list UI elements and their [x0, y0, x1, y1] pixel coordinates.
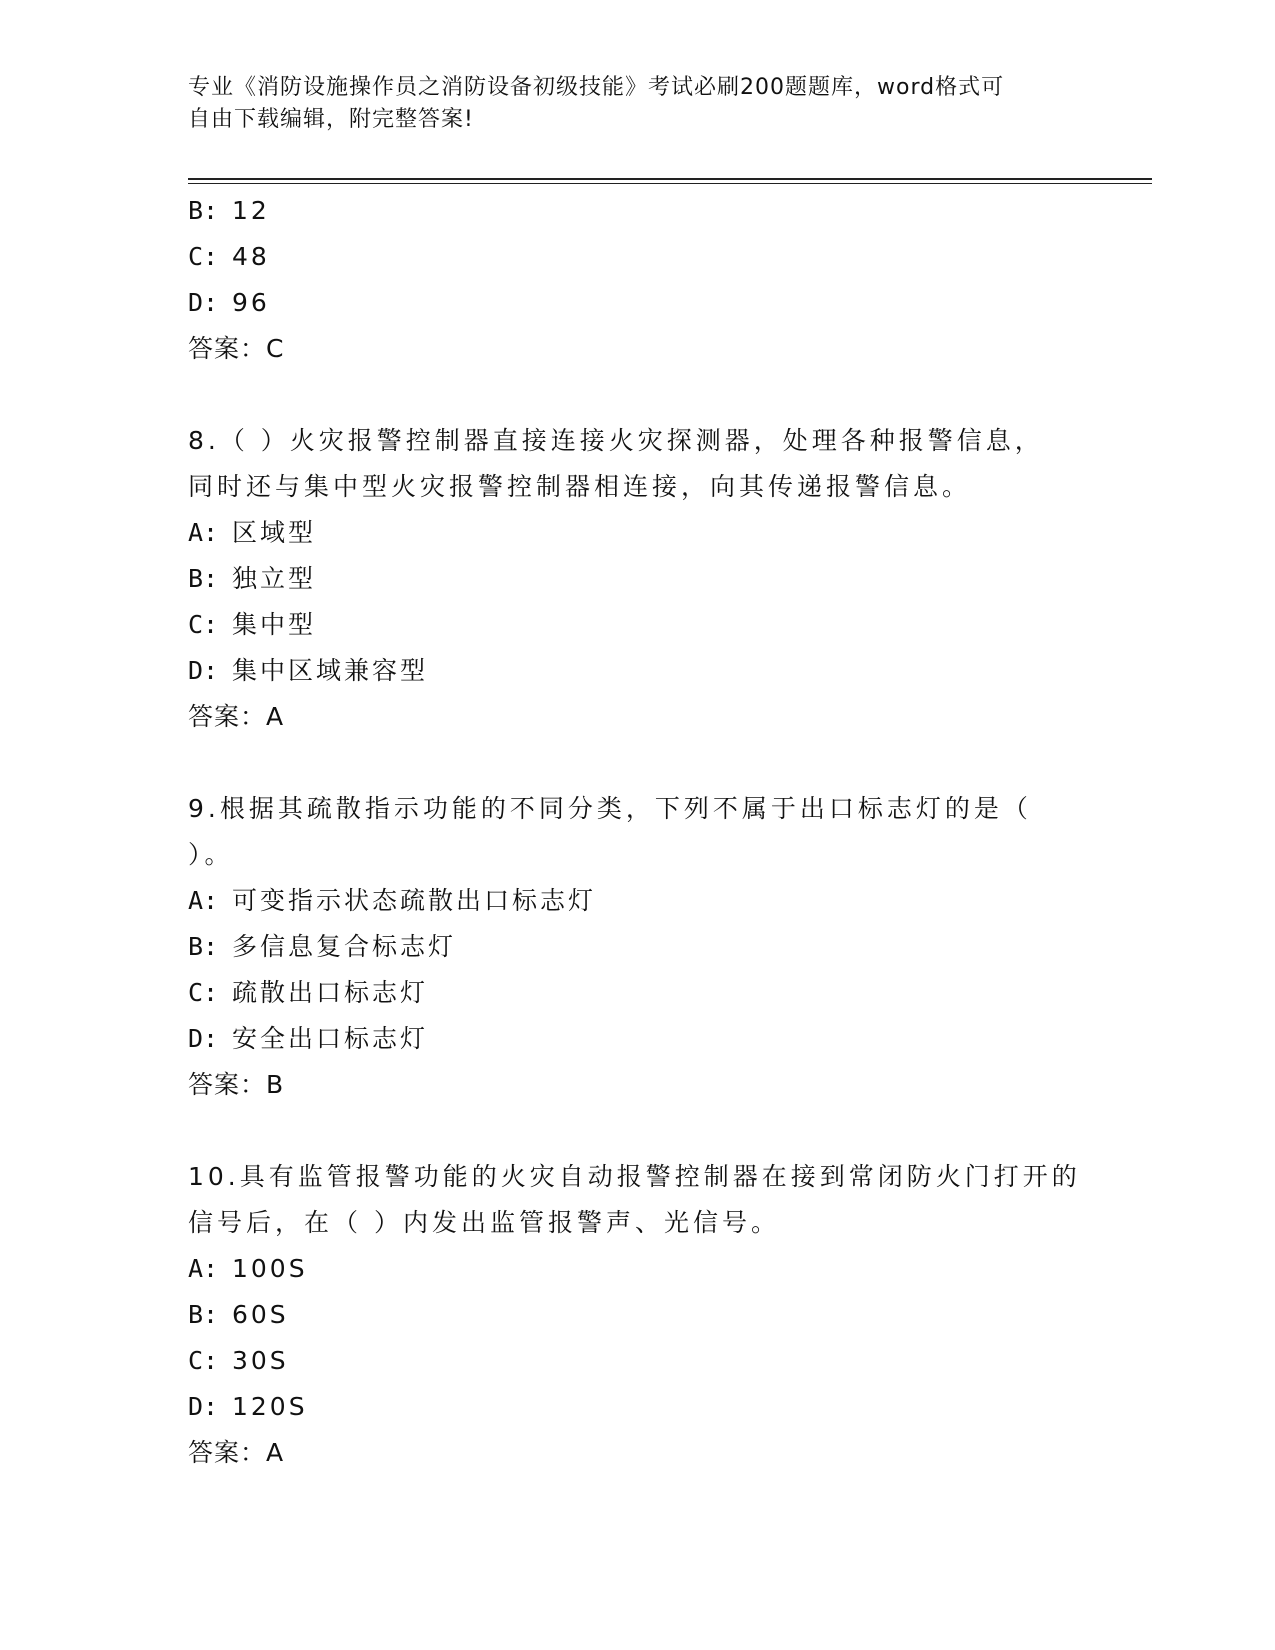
header-divider-thick [188, 178, 1152, 180]
option-text: 30S [232, 1346, 289, 1375]
option-key: B: [188, 564, 219, 593]
answer-line: 答案：A [188, 1438, 285, 1467]
question-text-line2: 信号后，在（ ）内发出监管报警声、光信号。 [188, 1208, 780, 1237]
option-d [188, 280, 1088, 326]
option-text: 96 [232, 288, 270, 317]
option-key: C: [188, 610, 219, 639]
option-a [188, 878, 1088, 924]
header-title-line2: 自由下载编辑，附完整答案! [188, 107, 474, 132]
spacer [188, 1108, 1088, 1154]
option-c [188, 970, 1088, 1016]
option-b [188, 924, 1088, 970]
option-key: C: [188, 978, 219, 1007]
answer-line: 答案：A [188, 702, 285, 731]
option-text: 100S [232, 1254, 308, 1283]
option-text: 集中区域兼容型 [232, 656, 429, 685]
option-key: D: [188, 1024, 219, 1053]
option-c [188, 1338, 1088, 1384]
option-c [188, 234, 1088, 280]
option-key: C: [188, 1346, 219, 1375]
question-7-tail [188, 188, 1088, 372]
option-key: A: [188, 886, 219, 915]
option-text: 独立型 [232, 564, 317, 593]
question-text-line2: ）。 [188, 840, 234, 869]
question-text-line2: 同时还与集中型火灾报警控制器相连接，向其传递报警信息。 [188, 472, 972, 501]
answer-line: 答案：B [188, 1070, 285, 1099]
option-key: D: [188, 1392, 219, 1421]
option-text: 120S [232, 1392, 308, 1421]
header-title-line1: 专业《消防设施操作员之消防设备初级技能》考试必刷200题题库，word格式可 [188, 75, 1005, 100]
header-divider-thin [188, 183, 1152, 184]
option-key: A: [188, 518, 219, 547]
option-key: A: [188, 1254, 219, 1283]
question-list [188, 188, 1088, 1476]
option-b [188, 1292, 1088, 1338]
option-text: 疏散出口标志灯 [232, 978, 429, 1007]
option-text: 48 [232, 242, 270, 271]
option-a [188, 1246, 1088, 1292]
option-a [188, 510, 1088, 556]
option-b [188, 556, 1088, 602]
spacer [188, 740, 1088, 786]
option-key: B: [188, 932, 219, 961]
option-b [188, 188, 1088, 234]
page-header [188, 72, 1088, 136]
option-d [188, 1384, 1088, 1430]
option-text: 多信息复合标志灯 [232, 932, 457, 961]
option-text: 区域型 [232, 518, 317, 547]
option-text: 60S [232, 1300, 289, 1329]
option-d [188, 648, 1088, 694]
question-text-line1: 9.根据其疏散指示功能的不同分类，下列不属于出口标志灯的是（ [188, 794, 1032, 823]
question-10 [188, 1154, 1088, 1476]
option-key: C: [188, 242, 219, 271]
option-text: 安全出口标志灯 [232, 1024, 429, 1053]
option-text: 集中型 [232, 610, 317, 639]
question-text-line1: 10.具有监管报警功能的火灾自动报警控制器在接到常闭防火门打开的 [188, 1162, 1081, 1191]
option-c [188, 602, 1088, 648]
option-d [188, 1016, 1088, 1062]
option-key: B: [188, 196, 219, 225]
option-text: 可变指示状态疏散出口标志灯 [232, 886, 597, 915]
option-key: D: [188, 656, 219, 685]
option-text: 12 [232, 196, 270, 225]
question-text-line1: 8.（ ）火灾报警控制器直接连接火灾探测器，处理各种报警信息， [188, 426, 1044, 455]
answer-line: 答案：C [188, 334, 285, 363]
option-key: B: [188, 1300, 219, 1329]
option-key: D: [188, 288, 219, 317]
spacer [188, 372, 1088, 418]
question-8 [188, 418, 1088, 740]
question-9 [188, 786, 1088, 1108]
